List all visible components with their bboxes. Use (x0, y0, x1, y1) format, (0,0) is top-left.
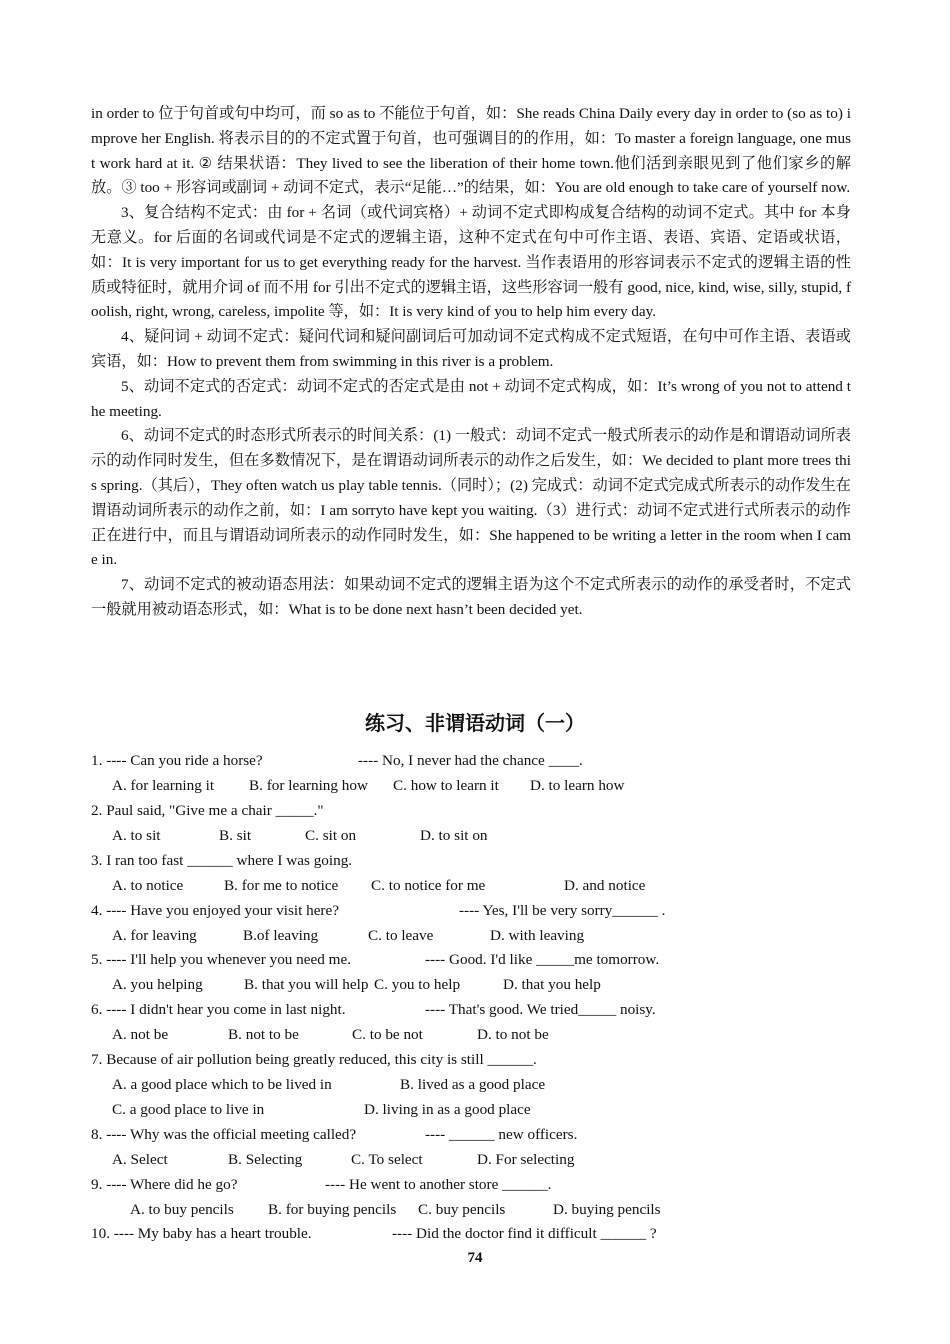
question-6-response: ---- That's good. We tried_____ noisy. (425, 1001, 656, 1018)
q3-option-c: C. to notice for me (371, 877, 486, 894)
intro-paragraph: 5、动词不定式的否定式：动词不定式的否定式是由 not + 动词不定式构成，如：It’s wrong of you not to attend the meeting. (91, 377, 851, 420)
q1-option-c: C. how to learn it (393, 777, 499, 794)
q9-option-b: B. for buying pencils (268, 1201, 397, 1218)
question-9: 9. ---- Where did he go? (91, 1176, 238, 1193)
q6-option-c: C. to be not (352, 1026, 423, 1043)
q9-option-d: D. buying pencils (553, 1201, 661, 1218)
question-1-response: ---- No, I never had the chance ____. (358, 752, 583, 769)
q2-option-c: C. sit on (305, 827, 357, 844)
question-4: 4. ---- Have you enjoyed your visit here? (91, 902, 339, 919)
intro-paragraph: 7、动词不定式的被动语态用法：如果动词不定式的逻辑主语为这个不定式所表示的动作的承受者时，不定式一般就用被动语态形式，如：What is to be done next hasn’t been decided yet. (91, 576, 851, 618)
q9-option-c: C. buy pencils (418, 1201, 506, 1218)
intro-paragraph: in order to 位于句首或句中均可，而 so as to 不能位于句首，如：She reads China Daily every day in order to (so as to) improve her English. 将表示目的的不定式置于句首，也可强调目的的作用，如：To master a foreign language, one must work hard at it. ② 结果状语：They lived to see the liberation of their home town.他们活到亲眼见到了他们家乡的解放。③ too + 形容词或副词 + 动词不定式，表示“足能…”的结果，如：You are old enough to take care of yourself now. (91, 105, 851, 197)
question-3: 3. I ran too fast ______ where I was going. (91, 852, 353, 869)
question-2: 2. Paul said, "Give me a chair _____." (91, 802, 324, 819)
q4-option-a: A. for leaving (112, 927, 197, 944)
q8-option-c: C. To select (351, 1151, 423, 1168)
question-6: 6. ---- I didn't hear you come in last night. (91, 1001, 346, 1018)
q8-option-d: D. For selecting (477, 1151, 575, 1168)
question-5-response: ---- Good. I'd like _____me tomorrow. (425, 951, 660, 968)
q5-option-d: D. that you help (503, 976, 601, 993)
q3-option-d: D. and notice (564, 877, 646, 894)
q4-option-d: D. with leaving (490, 927, 585, 944)
q7-option-d: D. living in as a good place (364, 1101, 531, 1118)
question-8: 8. ---- Why was the official meeting called? (91, 1126, 357, 1143)
q8-option-a: A. Select (112, 1151, 168, 1168)
q6-option-b: B. not to be (228, 1026, 299, 1043)
q6-option-d: D. to not be (477, 1026, 549, 1043)
q2-option-b: B. sit (219, 827, 252, 844)
q3-option-a: A. to notice (112, 877, 184, 894)
question-7: 7. Because of air pollution being greatly reduced, this city is still ______. (91, 1051, 537, 1068)
q1-option-b: B. for learning how (249, 777, 368, 794)
question-5: 5. ---- I'll help you whenever you need me. (91, 951, 351, 968)
q5-option-c: C. you to help (374, 976, 461, 993)
q3-option-b: B. for me to notice (224, 877, 339, 894)
question-1: 1. ---- Can you ride a horse? (91, 752, 263, 769)
q1-option-d: D. to learn how (530, 777, 625, 794)
intro-paragraph: 4、疑问词 + 动词不定式：疑问代词和疑问副词后可加动词不定式构成不定式短语，在句中可作主语、表语或宾语，如：How to prevent them from swimming in this river is a problem. (91, 328, 851, 370)
q7-option-a: A. a good place which to be lived in (112, 1076, 332, 1093)
q7-option-b: B. lived as a good place (400, 1076, 546, 1093)
exercise-title: 练习、非谓语动词（一） (365, 711, 585, 735)
intro-paragraph: 6、动词不定式的时态形式所表示的时间关系：(1) 一般式：动词不定式一般式所表示的动作是和谓语动词所表示的动作同时发生，但在多数情况下，是在谓语动词所表示的动作之后发生，如：We decided to plant more trees this spring.（其后），They often watch us play table tennis.（同时）；(2) 完成式：动词不定式完成式所表示的动作发生在谓语动词所表示的动作之前，如：I am sorryto have kept you waiting.（3）进行式：动词不定式进行式所表示的动作正在进行中，而且与谓语动词所表示的动作同时发生，如：She happened to be writing a letter in the room when I came in. (91, 427, 851, 569)
q4-option-c: C. to leave (368, 927, 434, 944)
question-10: 10. ---- My baby has a heart trouble. (91, 1225, 312, 1242)
q5-option-b: B. that you will help (244, 976, 369, 993)
q1-option-a: A. for learning it (112, 777, 215, 794)
q8-option-b: B. Selecting (228, 1151, 303, 1168)
q2-option-d: D. to sit on (420, 827, 488, 844)
page-number: 74 (467, 1250, 483, 1266)
q7-option-c: C. a good place to live in (112, 1101, 265, 1118)
q6-option-a: A. not be (112, 1026, 169, 1043)
question-9-response: ---- He went to another store ______. (325, 1176, 552, 1193)
q2-option-a: A. to sit (112, 827, 161, 844)
q9-option-a: A. to buy pencils (130, 1201, 234, 1218)
q4-option-b: B.of leaving (243, 927, 319, 944)
intro-paragraph: 3、复合结构不定式：由 for + 名词（或代词宾格）+ 动词不定式即构成复合结构的动词不定式。其中 for 本身无意义。for 后面的名词或代词是不定式的逻辑主语，这种不定式在句中可作主语、表语、宾语、定语或状语，如：It is very important for us to get everything ready for the harvest. 当作表语用的形容词表示不定式的逻辑主语的性质或特征时，就用介词 of 而不用 for 引出不定式的逻辑主语，这些形容词一般有 good, nice, kind, wise, silly, stupid, foolish, right, wrong, careless, impolite 等，如：It is very kind of you to help him every day. (91, 204, 851, 321)
grammar-explanation (91, 102, 851, 623)
question-8-response: ---- ______ new officers. (425, 1126, 578, 1143)
question-4-response: ---- Yes, I'll be very sorry______ . (459, 902, 666, 919)
q5-option-a: A. you helping (112, 976, 203, 993)
question-10-response: ---- Did the doctor find it difficult ______ ? (392, 1225, 657, 1242)
